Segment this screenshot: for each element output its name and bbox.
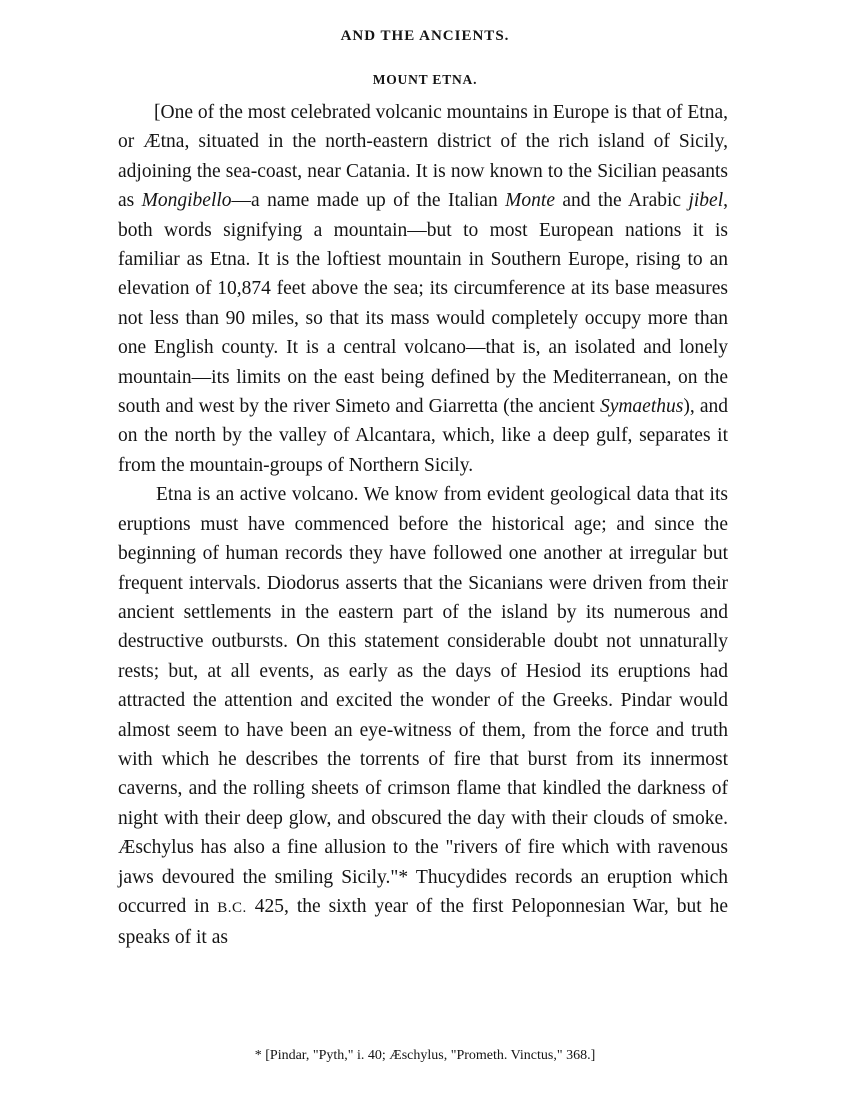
body-text: [118, 98, 728, 953]
section-title: MOUNT ETNA.: [372, 72, 478, 87]
p1-italic-monte: Monte: [505, 190, 555, 212]
p1-text-5: ), and on the north by the valley of Alcantara, which, like a deep gulf, separates it from the mountain-groups of Northern Sicily.: [118, 396, 728, 476]
p1-text-2: —a name made up of the Italian: [231, 190, 506, 212]
footnote: * [Pindar, "Pyth," i. 40; Æschylus, "Prometh. Vinctus," 368.]: [254, 1048, 596, 1063]
p2-text-1: Etna is an active volcano. We know from evident geological data that its eruptions must have commenced before the historical age; and since the beginning of human records they have followed one another at irregular but frequent intervals. Diodorus asserts that the Sicanians were driven from their ancient settlements in the eastern part of the island by its numerous and destructive outbursts. On this statement considerable doubt not unnaturally rests; but, at all events, as early as the days of Hesiod its eruptions had attracted the attention and excited the wonder of the Greeks. Pindar would almost seem to have been an eye-witness of them, from the force and truth with which he describes the torrents of fire that burst from its innermost caverns, and the rolling sheets of crimson flame that kindled the darkness of night with their deep glow, and obscured the day with their clouds of smoke. Æschylus has also a fine allusion to the "rivers of fire which with ravenous jaws devoured the smiling Sicily."* Thucydides records an eruption which occurred in: [118, 484, 728, 917]
paragraph-1: [118, 98, 728, 480]
p2-small-caps-bc: B.C.: [217, 899, 247, 916]
paragraph-2: [118, 480, 728, 953]
p1-text-1: [One of the most celebrated volcanic mountains in Europe is that of Etna, or Ætna, situated in the north-eastern district of the rich island of Sicily, adjoining the sea-coast, near Catania. It is now known to the Sicilian peasants as: [118, 102, 728, 212]
p1-text-4: , both words signifying a mountain—but to most European nations it is familiar as Etna. It is the loftiest mountain in Southern Europe, rising to an elevation of 10,874 feet above the sea; its circumference at its base measures not less than 90 miles, so that its mass would completely occupy more than one English county. It is a central volcano—that is, an isolated and lonely mountain—its limits on the east being defined by the Mediterranean, on the south and west by the river Simeto and Giarretta (the ancient: [118, 190, 728, 418]
p1-text-3: and the Arabic: [554, 190, 689, 212]
p2-text-2: 425, the sixth year of the first Peloponnesian War, but he speaks of it as: [118, 895, 728, 949]
p1-italic-symaethus: Symaethus: [599, 396, 684, 418]
p1-italic-mongibello: Mongibello: [141, 190, 232, 212]
p1-italic-jibel: jibel: [688, 190, 724, 212]
running-head: AND THE ANCIENTS.: [340, 28, 510, 44]
